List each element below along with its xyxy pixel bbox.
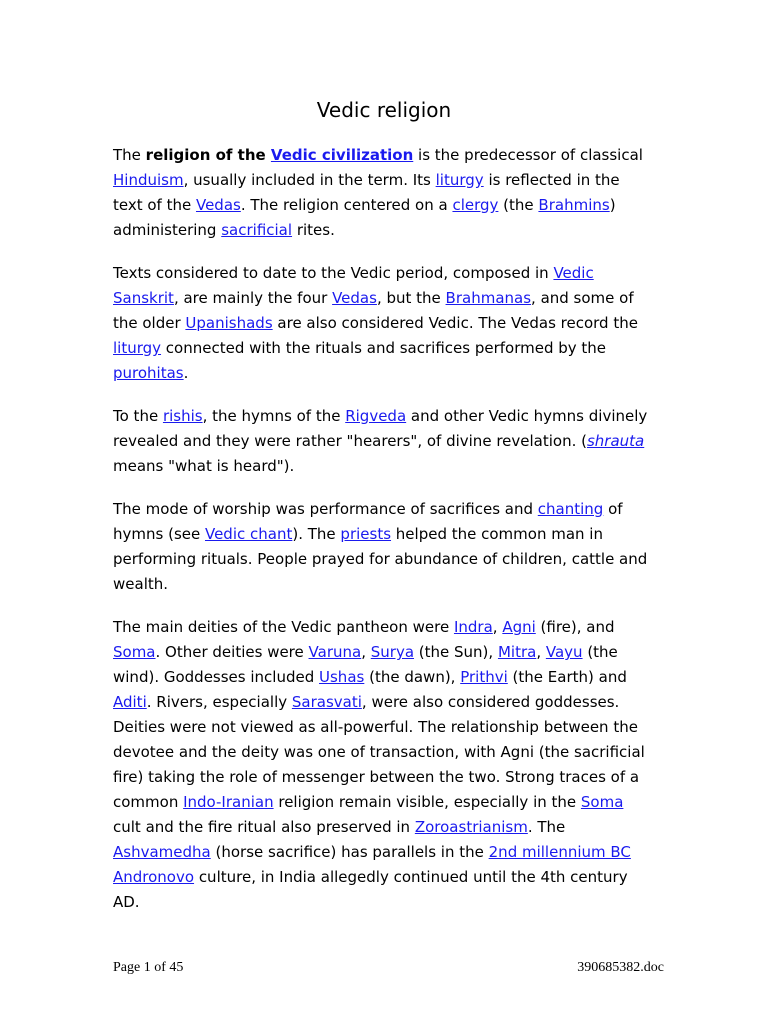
link-hinduism[interactable]: Hinduism	[113, 171, 184, 189]
link-mitra[interactable]: Mitra	[497, 643, 537, 661]
document-body	[113, 143, 653, 933]
link-sacrificial[interactable]: sacrificial	[221, 221, 293, 239]
link-aditi[interactable]: Aditi	[113, 693, 147, 711]
text-run: The	[113, 146, 146, 164]
link-clergy[interactable]: clergy	[452, 196, 499, 214]
paragraph-2	[113, 261, 653, 386]
link-2nd-millennium-bc[interactable]: 2nd millennium BC	[488, 843, 631, 861]
text-run: . The religion centered on a	[240, 196, 453, 214]
text-run: religion of the	[145, 146, 271, 164]
text-run: culture, in India allegedly continued until the 4th century AD.	[113, 868, 628, 911]
link-vedic-sanskrit[interactable]: Vedic Sanskrit	[113, 264, 594, 307]
text-run: connected with the rituals and sacrifices performed by the	[161, 339, 607, 357]
text-run: (the	[498, 196, 539, 214]
text-run: rites.	[292, 221, 335, 239]
text-run: and other Vedic hymns divinely revealed and they were rather "hearers", of divine revelation. (	[113, 407, 648, 450]
text-run: (the wind). Goddesses included	[113, 643, 618, 686]
text-run: means "what is heard").	[113, 457, 295, 475]
link-rigveda[interactable]: Rigveda	[345, 407, 407, 425]
file-name: 390685382.doc	[577, 960, 664, 975]
link-soma[interactable]: Soma	[113, 643, 156, 661]
text-run: , are mainly the four	[173, 289, 333, 307]
text-run: religion remain visible, especially in the	[273, 793, 581, 811]
link-vedas[interactable]: Vedas	[332, 289, 377, 307]
link-vayu[interactable]: Vayu	[545, 643, 583, 661]
text-run: , were also considered goddesses. Deities were not viewed as all-powerful. The relationship between the devotee and the deity was one of transaction, with Agni (the sacrificial fire) taking the role of messenger between the two. Strong traces of a common	[113, 693, 645, 811]
link-sarasvati[interactable]: Sarasvati	[291, 693, 362, 711]
link-upanishads[interactable]: Upanishads	[185, 314, 273, 332]
text-run: ,	[361, 643, 371, 661]
link-andronovo[interactable]: Andronovo	[113, 868, 195, 886]
link-chanting[interactable]: chanting	[537, 500, 604, 518]
link-ashvamedha[interactable]: Ashvamedha	[113, 843, 211, 861]
text-run: (horse sacrifice) has parallels in the	[210, 843, 489, 861]
text-run: (the dawn),	[364, 668, 461, 686]
text-run: , the hymns of the	[202, 407, 346, 425]
text-run: helped the common man in performing rituals. People prayed for abundance of children, cattle and wealth.	[113, 525, 648, 593]
link-surya[interactable]: Surya	[370, 643, 415, 661]
text-run: of hymns (see	[113, 500, 623, 543]
paragraph-1	[113, 143, 653, 243]
link-vedas[interactable]: Vedas	[195, 196, 241, 214]
link-agni[interactable]: Agni	[502, 618, 536, 636]
text-run: , but the	[376, 289, 446, 307]
link-zoroastrianism[interactable]: Zoroastrianism	[414, 818, 528, 836]
link-vedic-chant[interactable]: Vedic chant	[204, 525, 293, 543]
link-vedic-civilization[interactable]: Vedic civilization	[270, 146, 414, 164]
paragraph-4	[113, 497, 653, 597]
link-liturgy[interactable]: liturgy	[435, 171, 484, 189]
link-purohitas[interactable]: purohitas	[113, 364, 184, 382]
text-run: To the	[113, 407, 163, 425]
text-run: Texts considered to date to the Vedic period, composed in	[113, 264, 554, 282]
text-run: cult and the fire ritual also preserved in	[113, 818, 415, 836]
text-run: The mode of worship was performance of sacrifices and	[113, 500, 538, 518]
link-brahmins[interactable]: Brahmins	[538, 196, 610, 214]
link-shrauta[interactable]: shrauta	[586, 432, 645, 450]
text-run: is the predecessor of classical	[413, 146, 643, 164]
text-run: The main deities of the Vedic pantheon were	[113, 618, 454, 636]
link-rishis[interactable]: rishis	[162, 407, 203, 425]
link-soma[interactable]: Soma	[580, 793, 624, 811]
paragraph-3	[113, 404, 653, 479]
text-run: are also considered Vedic. The Vedas record the	[272, 314, 638, 332]
page-number: Page 1 of 45	[113, 960, 184, 975]
text-run: . Other deities were	[155, 643, 309, 661]
link-priests[interactable]: priests	[340, 525, 392, 543]
text-run: (the Earth) and	[507, 668, 627, 686]
paragraph-5	[113, 615, 653, 915]
link-ushas[interactable]: Ushas	[319, 668, 365, 686]
text-run: . Rivers, especially	[146, 693, 292, 711]
text-run: ,	[536, 643, 546, 661]
text-run: ,	[492, 618, 503, 636]
link-indra[interactable]: Indra	[453, 618, 493, 636]
link-liturgy[interactable]: liturgy	[113, 339, 162, 357]
text-run: (fire), and	[535, 618, 615, 636]
text-run: ) administering	[113, 196, 616, 239]
link-indo-iranian[interactable]: Indo-Iranian	[183, 793, 274, 811]
link-brahmanas[interactable]: Brahmanas	[445, 289, 532, 307]
text-run: .	[183, 364, 189, 382]
link-varuna[interactable]: Varuna	[308, 643, 362, 661]
text-run: ). The	[292, 525, 341, 543]
text-run: is reflected in the text of the	[113, 171, 620, 214]
link-prithvi[interactable]: Prithvi	[460, 668, 508, 686]
text-run: , and some of the older	[113, 289, 634, 332]
page-title: Vedic religion	[316, 98, 452, 122]
text-run: , usually included in the term. Its	[183, 171, 436, 189]
text-run: (the Sun),	[414, 643, 498, 661]
text-run: . The	[527, 818, 566, 836]
